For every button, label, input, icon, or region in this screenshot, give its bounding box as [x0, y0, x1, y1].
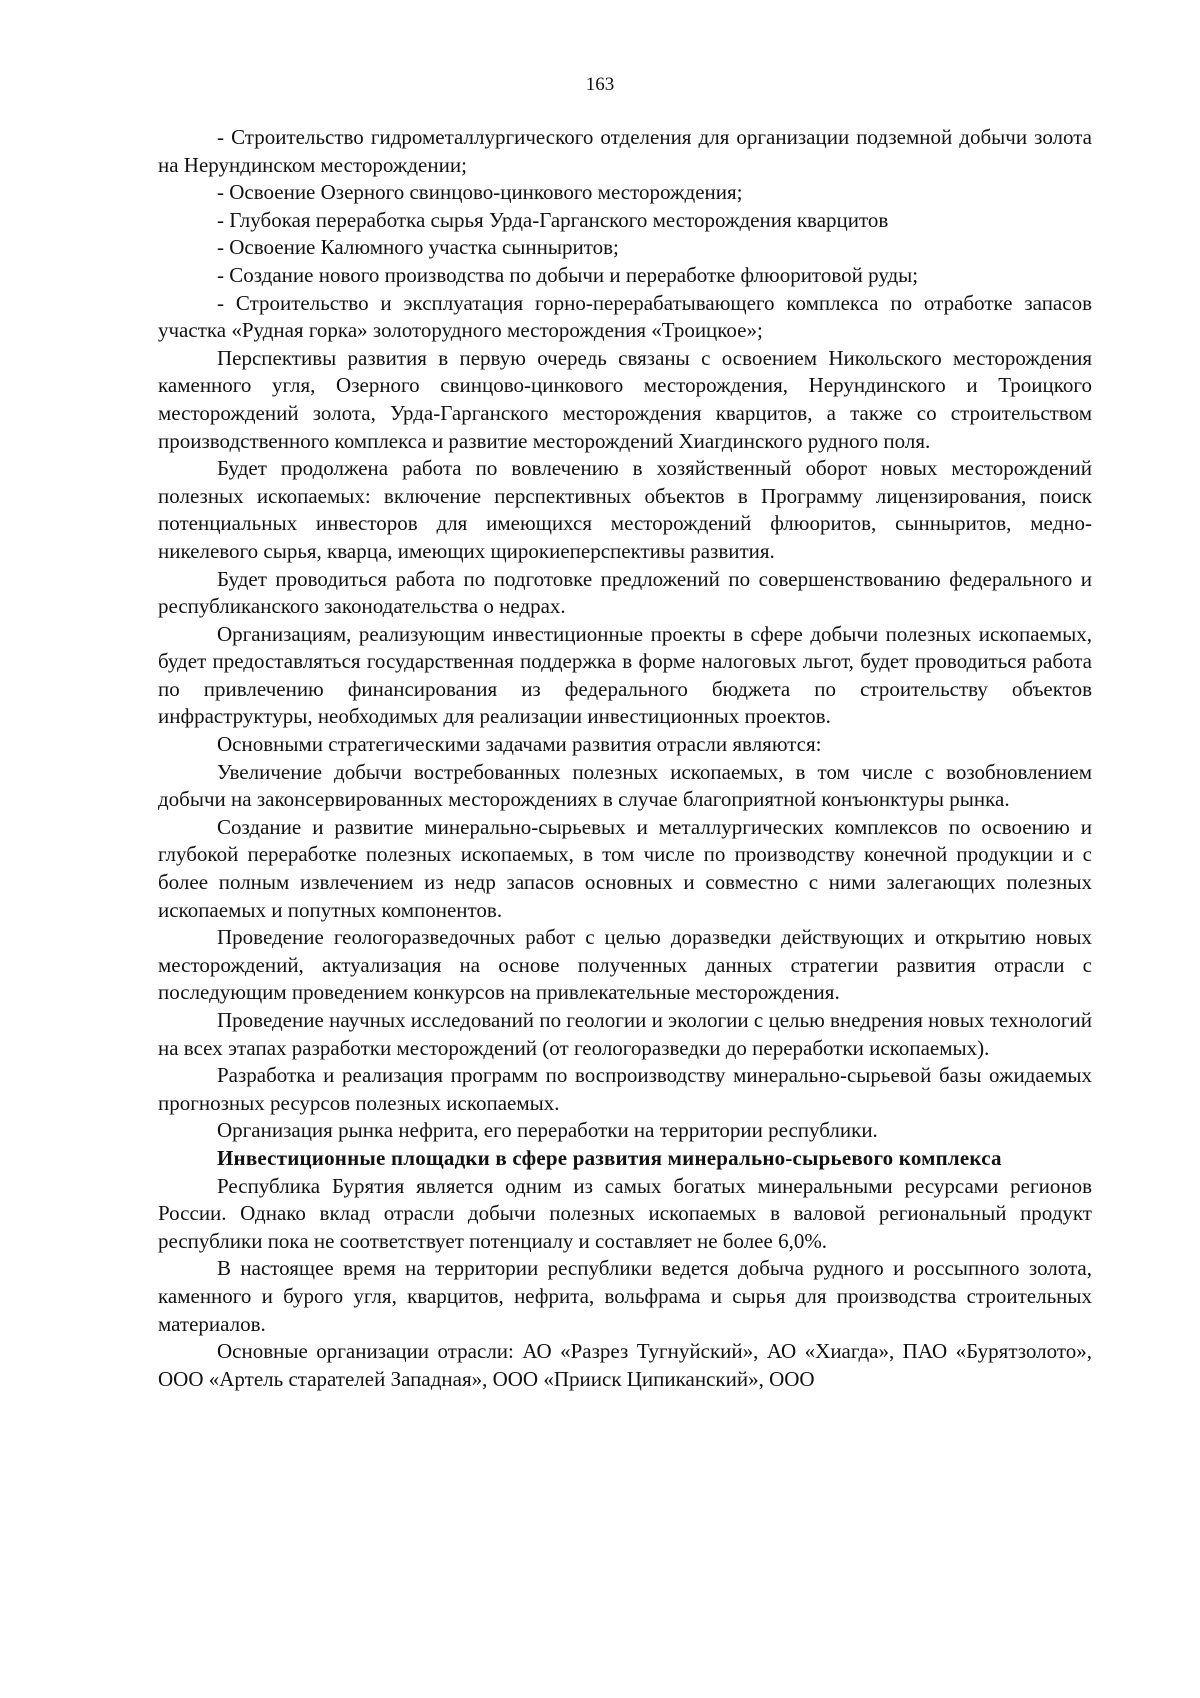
paragraph: Увеличение добычи востребованных полезных ископаемых, в том числе с возобновлением добычи на законсервированных месторождениях в случае благоприятной конъюнктуры рынка.	[158, 759, 1092, 812]
paragraph: - Освоение Калюмного участка сынныритов;	[217, 235, 619, 260]
paragraph: Республика Бурятия является одним из самых богатых минеральными ресурсами регионов России. Однако вклад отрасли добычи полезных ископаемых в валовой региональный продукт республики пока не соответствует потенциалу и составляет не более 6,0%.	[158, 1173, 1092, 1253]
paragraph: Организация рынка нефрита, его переработки на территории республики.	[217, 1118, 878, 1143]
paragraph: - Создание нового производства по добычи и переработке флюоритовой руды;	[217, 262, 919, 287]
paragraph: Основные организации отрасли: АО «Разрез Тугнуйский», АО «Хиагда», ПАО «Бурятзолото», ООО «Артель старателей Западная», ООО «Прииск Ципиканский», ООО	[158, 1339, 1092, 1391]
paragraph: - Строительство гидрометаллургического отделения для организации подземной добычи золота на Нерундинском месторождении;	[158, 125, 1092, 177]
paragraph: - Строительство и эксплуатация горно-перерабатывающего комплекса по отработке запасов участка «Рудная горка» золоторудного месторождения «Троицкое»;	[158, 290, 1092, 343]
page-number: 163	[585, 74, 615, 95]
paragraph: Создание и развитие минерально-сырьевых и металлургических комплексов по освоению и глубокой переработке полезных ископаемых, в том числе по производству конечной продукции и с более полным извлечением из недр запасов основных и совместно с ними залегающих полезных ископаемых и попутных компонентов.	[158, 814, 1092, 922]
paragraph: Будет проводиться работа по подготовке предложений по совершенствованию федерального и республиканского законодательства о недрах.	[158, 566, 1092, 619]
paragraph: - Глубокая переработка сырья Урда-Гарганского месторождения кварцитов	[217, 207, 889, 232]
paragraph: Разработка и реализация программ по воспроизводству минерально-сырьевой базы ожидаемых прогнозных ресурсов полезных ископаемых.	[158, 1063, 1092, 1115]
paragraph: В настоящее время на территории республики ведется добыча рудного и россыпного золота, каменного и бурого угля, кварцитов, нефрита, вольфрама и сырья для производства строительных материалов.	[158, 1256, 1092, 1336]
paragraph: Организациям, реализующим инвестиционные проекты в сфере добычи полезных ископаемых, будет предоставляться государственная поддержка в форме налоговых льгот, будет проводиться работа по привлечению финансирования из федерального бюджета по строительству объектов инфраструктуры, необходимых для реализации инвестиционных проектов.	[158, 621, 1092, 729]
paragraph: Проведение геологоразведочных работ с целью доразведки действующих и открытию новых месторождений, актуализация на основе полученных данных стратегии развития отрасли с последующим проведением конкурсов на привлекательные месторождения.	[158, 925, 1092, 1005]
paragraph: Основными стратегическими задачами развития отрасли являются:	[217, 732, 822, 757]
paragraph: Проведение научных исследований по геологии и экологии с целью внедрения новых технологий на всех этапах разработки месторождений (от геологоразведки до переработки ископаемых).	[158, 1008, 1092, 1060]
section-heading: Инвестиционные площадки в сфере развития минерально-сырьевого комплекса	[217, 1145, 1002, 1170]
body-text	[158, 124, 1092, 1393]
paragraph: Будет продолжена работа по вовлечению в хозяйственный оборот новых месторождений полезных ископаемых: включение перспективных объектов в Программу лицензирования, поиск потенциальных инвесторов для имеющихся месторождений флюоритов, сынныритов, медно-никелевого сырья, кварца, имеющих щирокиеперспективы развития.	[158, 456, 1092, 563]
paragraph: - Освоение Озерного свинцово-цинкового месторождения;	[217, 180, 743, 205]
paragraph: Перспективы развития в первую очередь связаны с освоением Никольского месторождения каменного угля, Озерного свинцово-цинкового месторождения, Нерундинского и Троицкого месторождений золота, Урда-Гарганского месторождения кварцитов, а также со строительством производственного комплекса и развитие месторождений Хиагдинского рудного поля.	[158, 345, 1092, 453]
